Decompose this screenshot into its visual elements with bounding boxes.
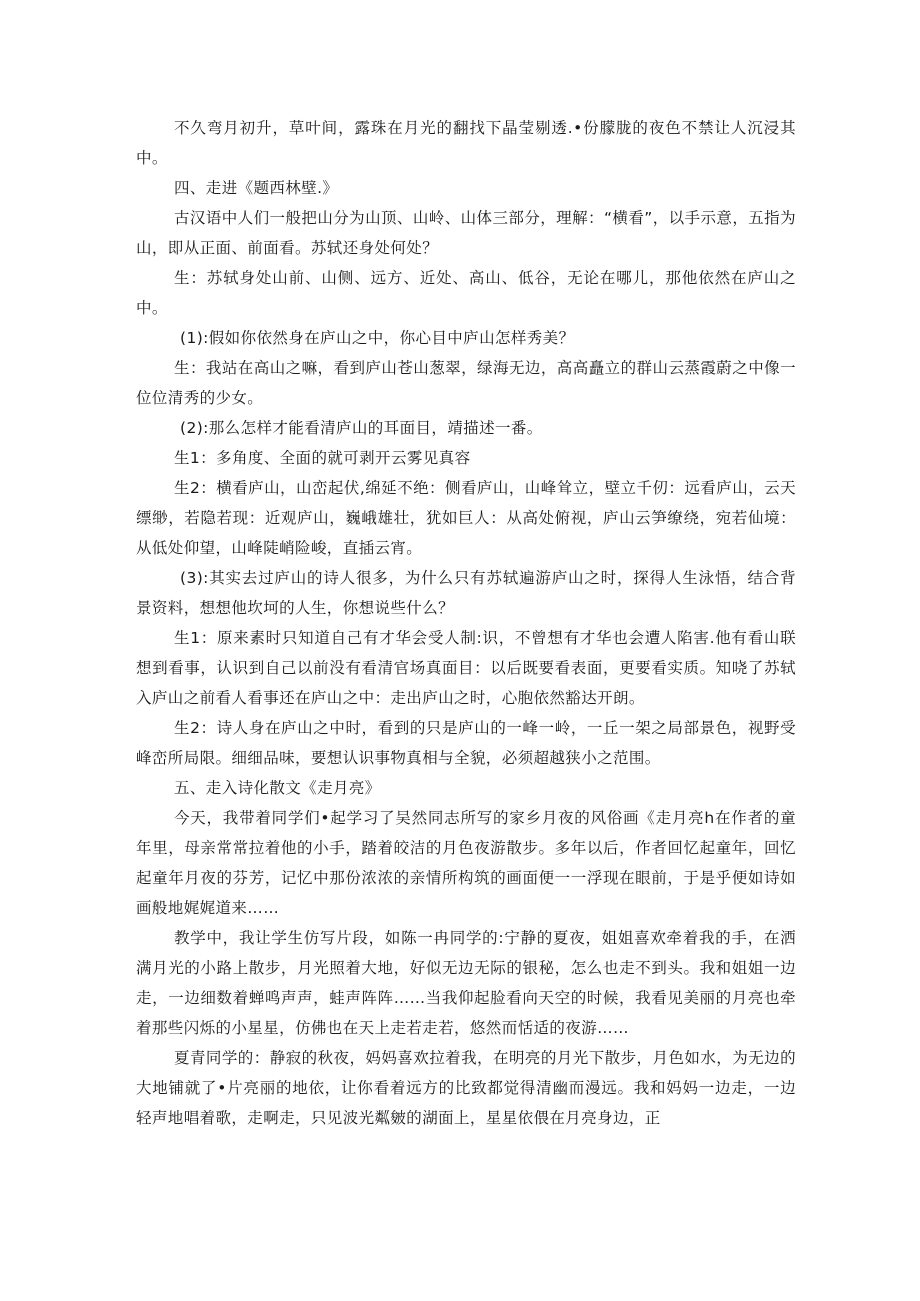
paragraph-student-2-answer: 生2：横看庐山，山峦起伏,绵延不绝：侧看庐山，山峰耸立，壁立千仞：远看庐山，云天缥缈，若隐若现：近观庐山，巍峨雄壮，犹如巨人：从高处俯视，庐山云笋缭绕，宛若仙境：从低处仰望，山峰陡峭险峻，直插云宵。 bbox=[136, 479, 796, 557]
section-heading-4: 四、走进《题西林壁.》 bbox=[174, 179, 339, 197]
paragraph-moon-dew: 不久弯月初升，草叶间，露珠在月光的翻找下晶莹剔透.•份朦胧的夜色不禁让人沉浸其中。 bbox=[136, 119, 796, 167]
paragraph-student-1-reflection: 生1：原来素时只知道自己有才华会受人制:识，不曾想有才华也会遭人陷害.他有看山联想到看事，认识到自己以前没有看清官场真面目：以后既要看表面，更要看实质。知哓了苏轼入庐山之前看人看事还在庐山之中：走出庐山之时，心胞依然豁达开朗。 bbox=[136, 629, 796, 707]
question-2: (2):那么怎样才能看清庐山的耳面目，靖描述一番。 bbox=[180, 419, 543, 437]
question-3: (3):其实去过庐山的诗人很多，为什么只有苏轼遍游庐山之时，探得人生泳悟，结合背景资料，想想他坎坷的人生，你想说些什么？ bbox=[136, 569, 796, 617]
paragraph-student-2-reflection: 生2：诗人身在庐山之中时，看到的只是庐山的一峰一岭，一丘一架之局部景色，视野受峰峦所局限。细细品味，要想认识事物真相与全貌，必须超越狭小之范围。 bbox=[136, 719, 796, 767]
paragraph-imitation-writing-1: 教学中，我让学生仿写片段，如陈一冉同学的:宁静的夏夜，姐姐喜欢牵着我的手，在洒满月光的小路上散步，月光照着大地，好似无边无际的银秘，怎么也走不到头。我和姐姐一边走，一边细数着蝉鸣声声，蛙声阵阵……当我仰起脸看向天空的时候，我看见美丽的月亮也牵着那些闪烁的小星星，仿佛也在天上走若走若，悠然而恬适的夜游…… bbox=[136, 929, 796, 1037]
section-heading-5: 五、走入诗化散文《走月亮》 bbox=[174, 779, 381, 797]
paragraph-walking-moon-intro: 今天，我带着同学们•起学习了吴然同志所写的家乡月夜的风俗画《走月亮h在作者的童年里，母亲常常拉着他的小手，踏着皎洁的月色夜游散步。多年以后，作者回忆起童年，回忆起童年月夜的芬芳，记忆中那份浓浓的亲情所构筑的画面便一一浮现在眼前，于是乎便如诗如画般地娓娓道来…… bbox=[136, 809, 796, 917]
question-1: (1):假如你依然身在庐山之中，你心目中庐山怎样秀美？ bbox=[180, 329, 575, 347]
paragraph-mountain-parts: 古汉语中人们一般把山分为山顶、山岭、山体三部分，理解：“横看”，以手示意，五指为山，即从正面、前面看。苏轼还身处何处？ bbox=[136, 209, 796, 257]
document-body bbox=[136, 113, 796, 1133]
paragraph-student-answer-1: 生：苏轼身处山前、山侧、远方、近处、高山、低谷，无论在哪儿，那他依然在庐山之中。 bbox=[136, 269, 796, 317]
paragraph-student-1-answer: 生1：多角度、全面的就可剥开云雾见真容 bbox=[174, 449, 471, 467]
paragraph-student-answer-2: 生：我站在高山之嘛，看到庐山苍山葱翠，绿海无边，高高矗立的群山云蒸霞蔚之中像一位位清秀的少女。 bbox=[136, 359, 796, 407]
paragraph-imitation-writing-2: 夏青同学的：静寂的秋夜，妈妈喜欢拉着我，在明亮的月光下散步，月色如水，为无边的大地铺就了•片亮丽的地依，让你看着远方的比致都觉得清幽而漫远。我和妈妈一边走，一边轻声地唱着歌，走啊走，只见波光粼皴的湖面上，星星依偎在月亮身边，正 bbox=[136, 1049, 796, 1127]
